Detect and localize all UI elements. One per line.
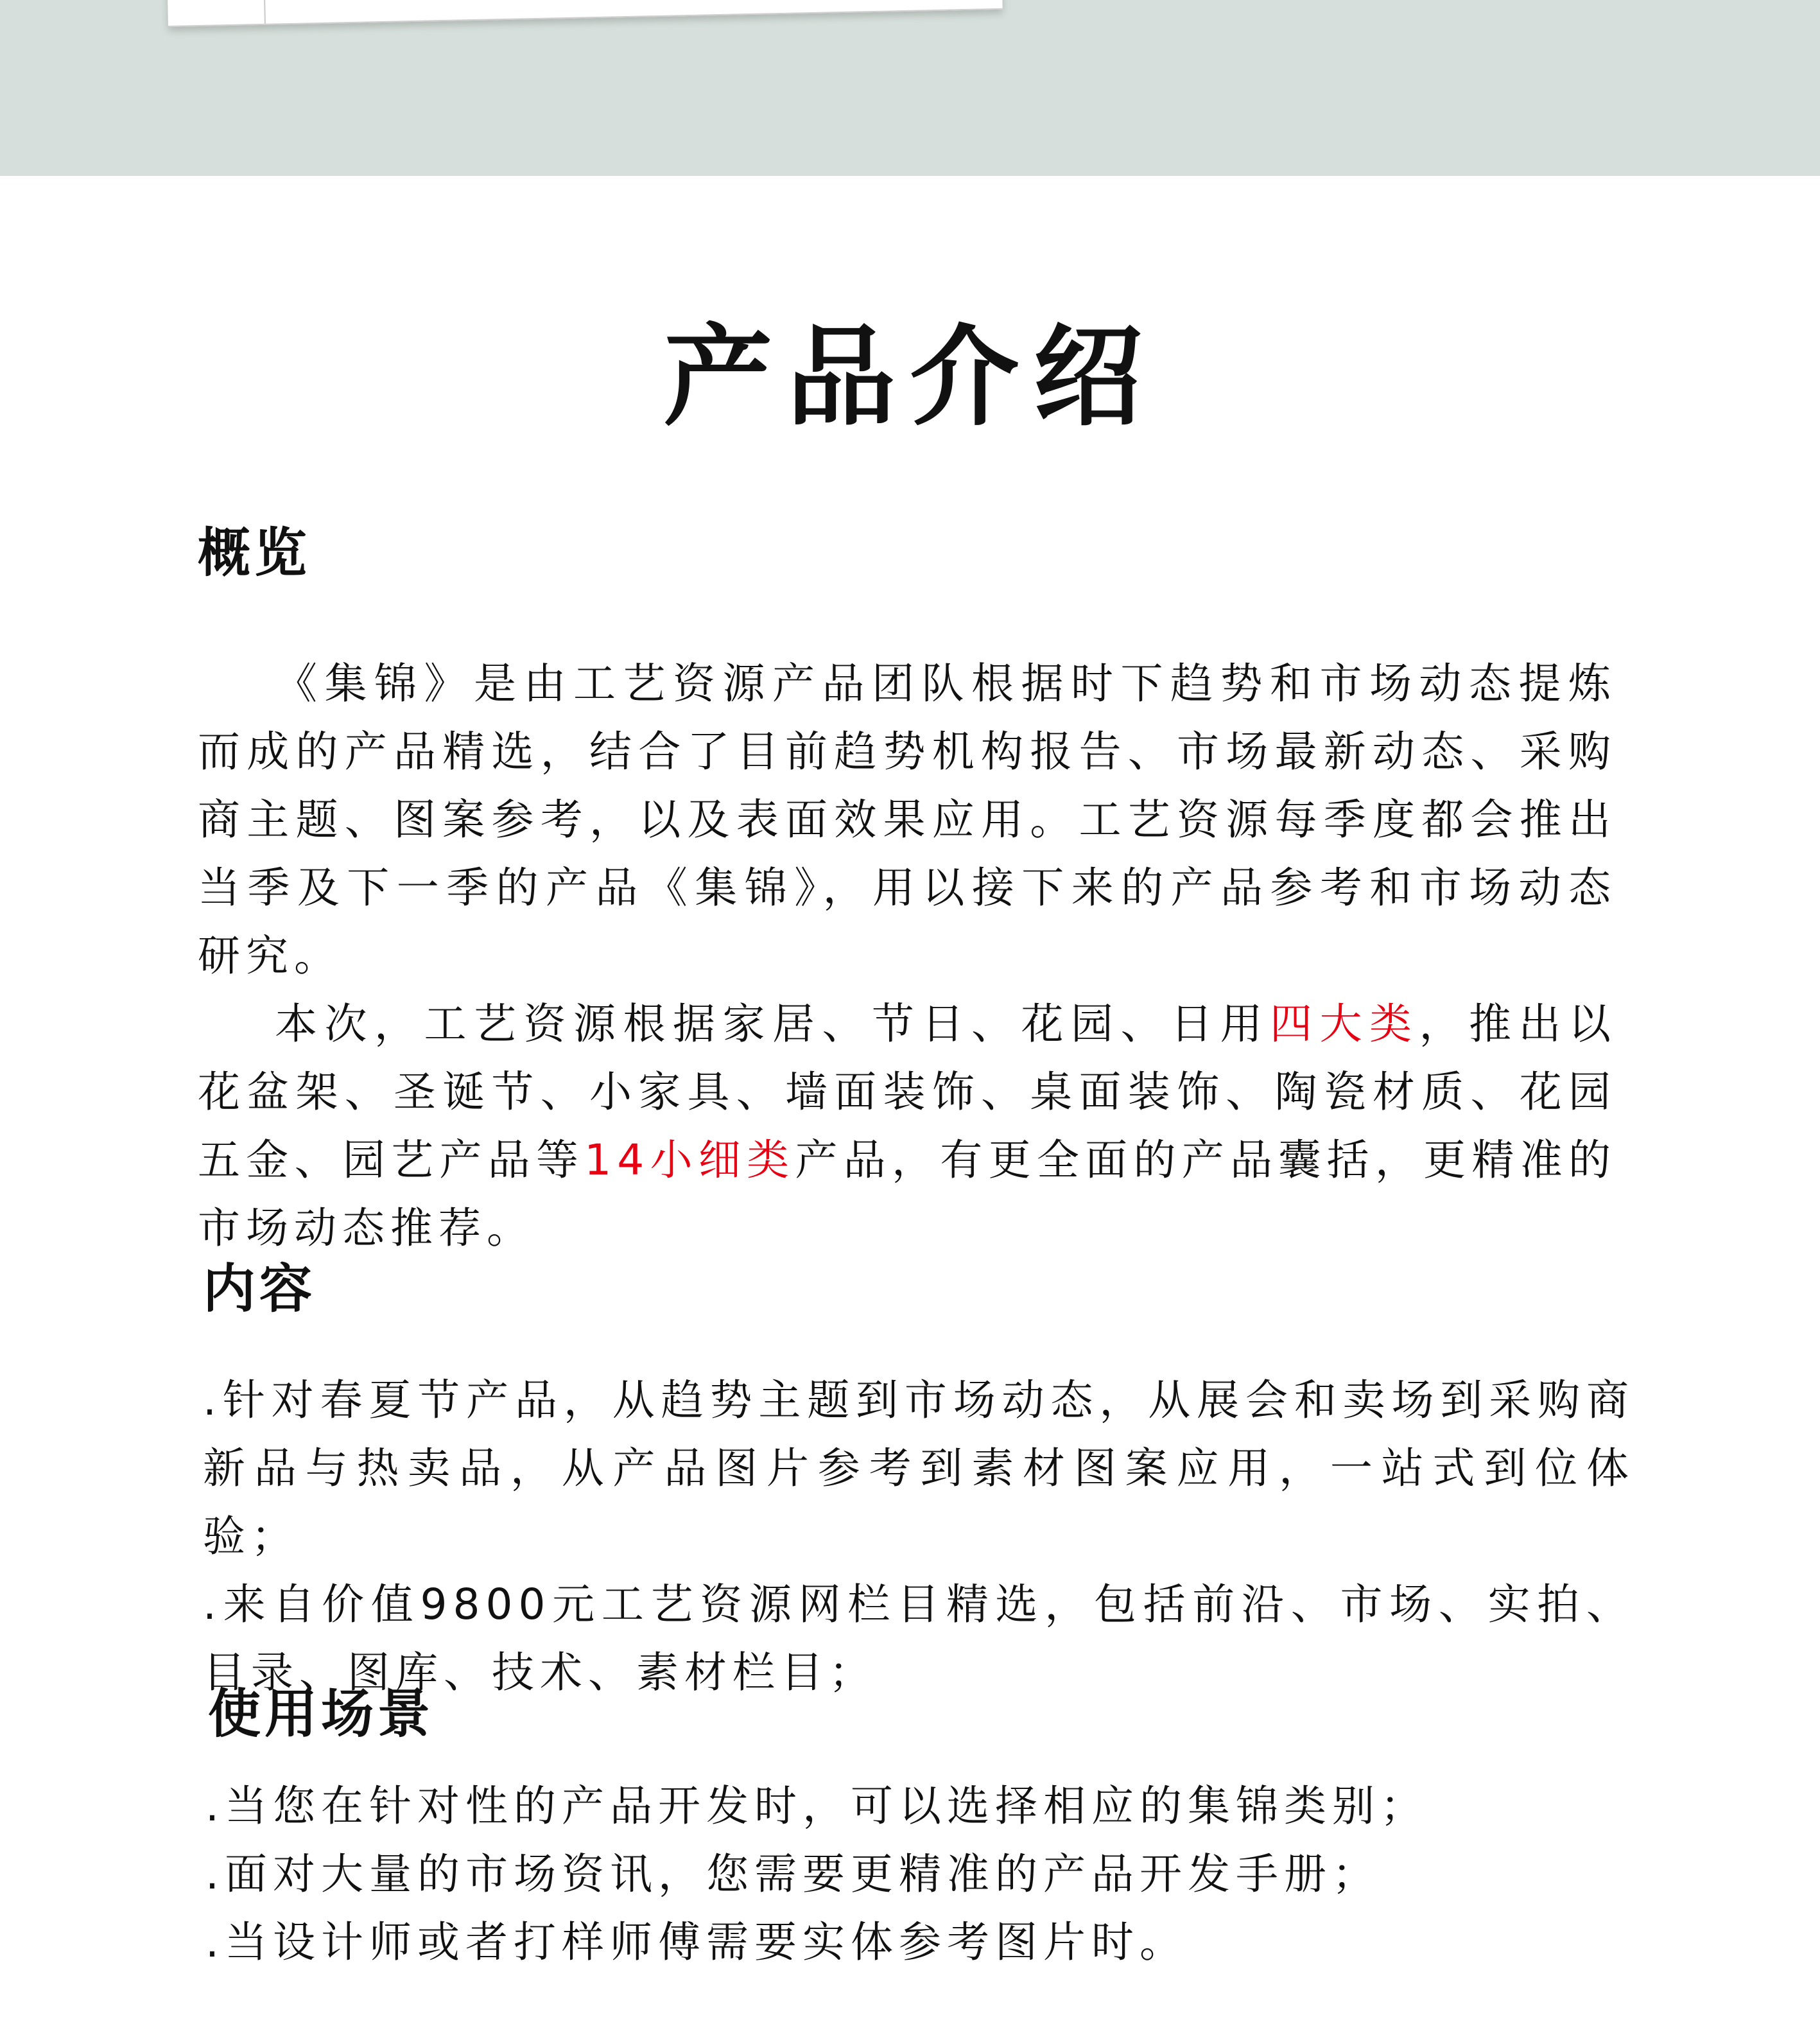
usage-body [205,1772,1637,1976]
overview-paragraph-1: 《集锦》是由工艺资源产品团队根据时下趋势和市场动态提炼而成的产品精选，结合了目前趋势机构报告、市场最新动态、采购商主题、图案参考，以及表面效果应用。工艺资源每季度都会推出当季及下一季的产品《集锦》，用以接下来的产品参考和市场动态研究。 [198,659,1616,981]
overview-text-2: ，推出以花盆架、圣诞节、小家具、墙面装饰、桌面装饰、陶瓷材质、花园五金、园艺产品等 [198,999,1616,1185]
highlight-14-subcategories: 14小细类 [584,1135,795,1185]
overview-paragraph-2 [198,990,1616,1262]
content-item: .针对春夏节产品，从趋势主题到市场动态，从展会和卖场到采购商新品与热卖品，从产品图片参考到素材图案应用，一站式到位体验； [203,1375,1634,1561]
overview-text-1: 本次，工艺资源根据家居、节日、花园、日用 [275,999,1270,1049]
content-body [203,1366,1634,1707]
overview-heading: 概览 [198,523,311,584]
usage-item: .当您在针对性的产品开发时，可以选择相应的集锦类别； [205,1781,1428,1831]
content-item: .来自价值9800元工艺资源网栏目精选，包括前沿、市场、实拍、目录、图库、技术、素材栏目； [203,1580,1634,1697]
book-image [167,0,1002,27]
page-title: 产品介绍 [663,314,1157,441]
overview-text-3: 产品，有更全面的产品囊括，更精准的市场动态推荐。 [198,1135,1617,1253]
top-banner [0,0,1820,176]
usage-heading: 使用场景 [208,1684,435,1745]
usage-item: .面对大量的市场资讯，您需要更精准的产品开发手册； [205,1849,1380,1899]
overview-body [198,650,1616,1262]
content-heading: 内容 [203,1259,316,1320]
usage-item: .当设计师或者打样师傅需要实体参考图片时。 [205,1917,1188,1967]
highlight-four-categories: 四大类 [1270,999,1419,1049]
